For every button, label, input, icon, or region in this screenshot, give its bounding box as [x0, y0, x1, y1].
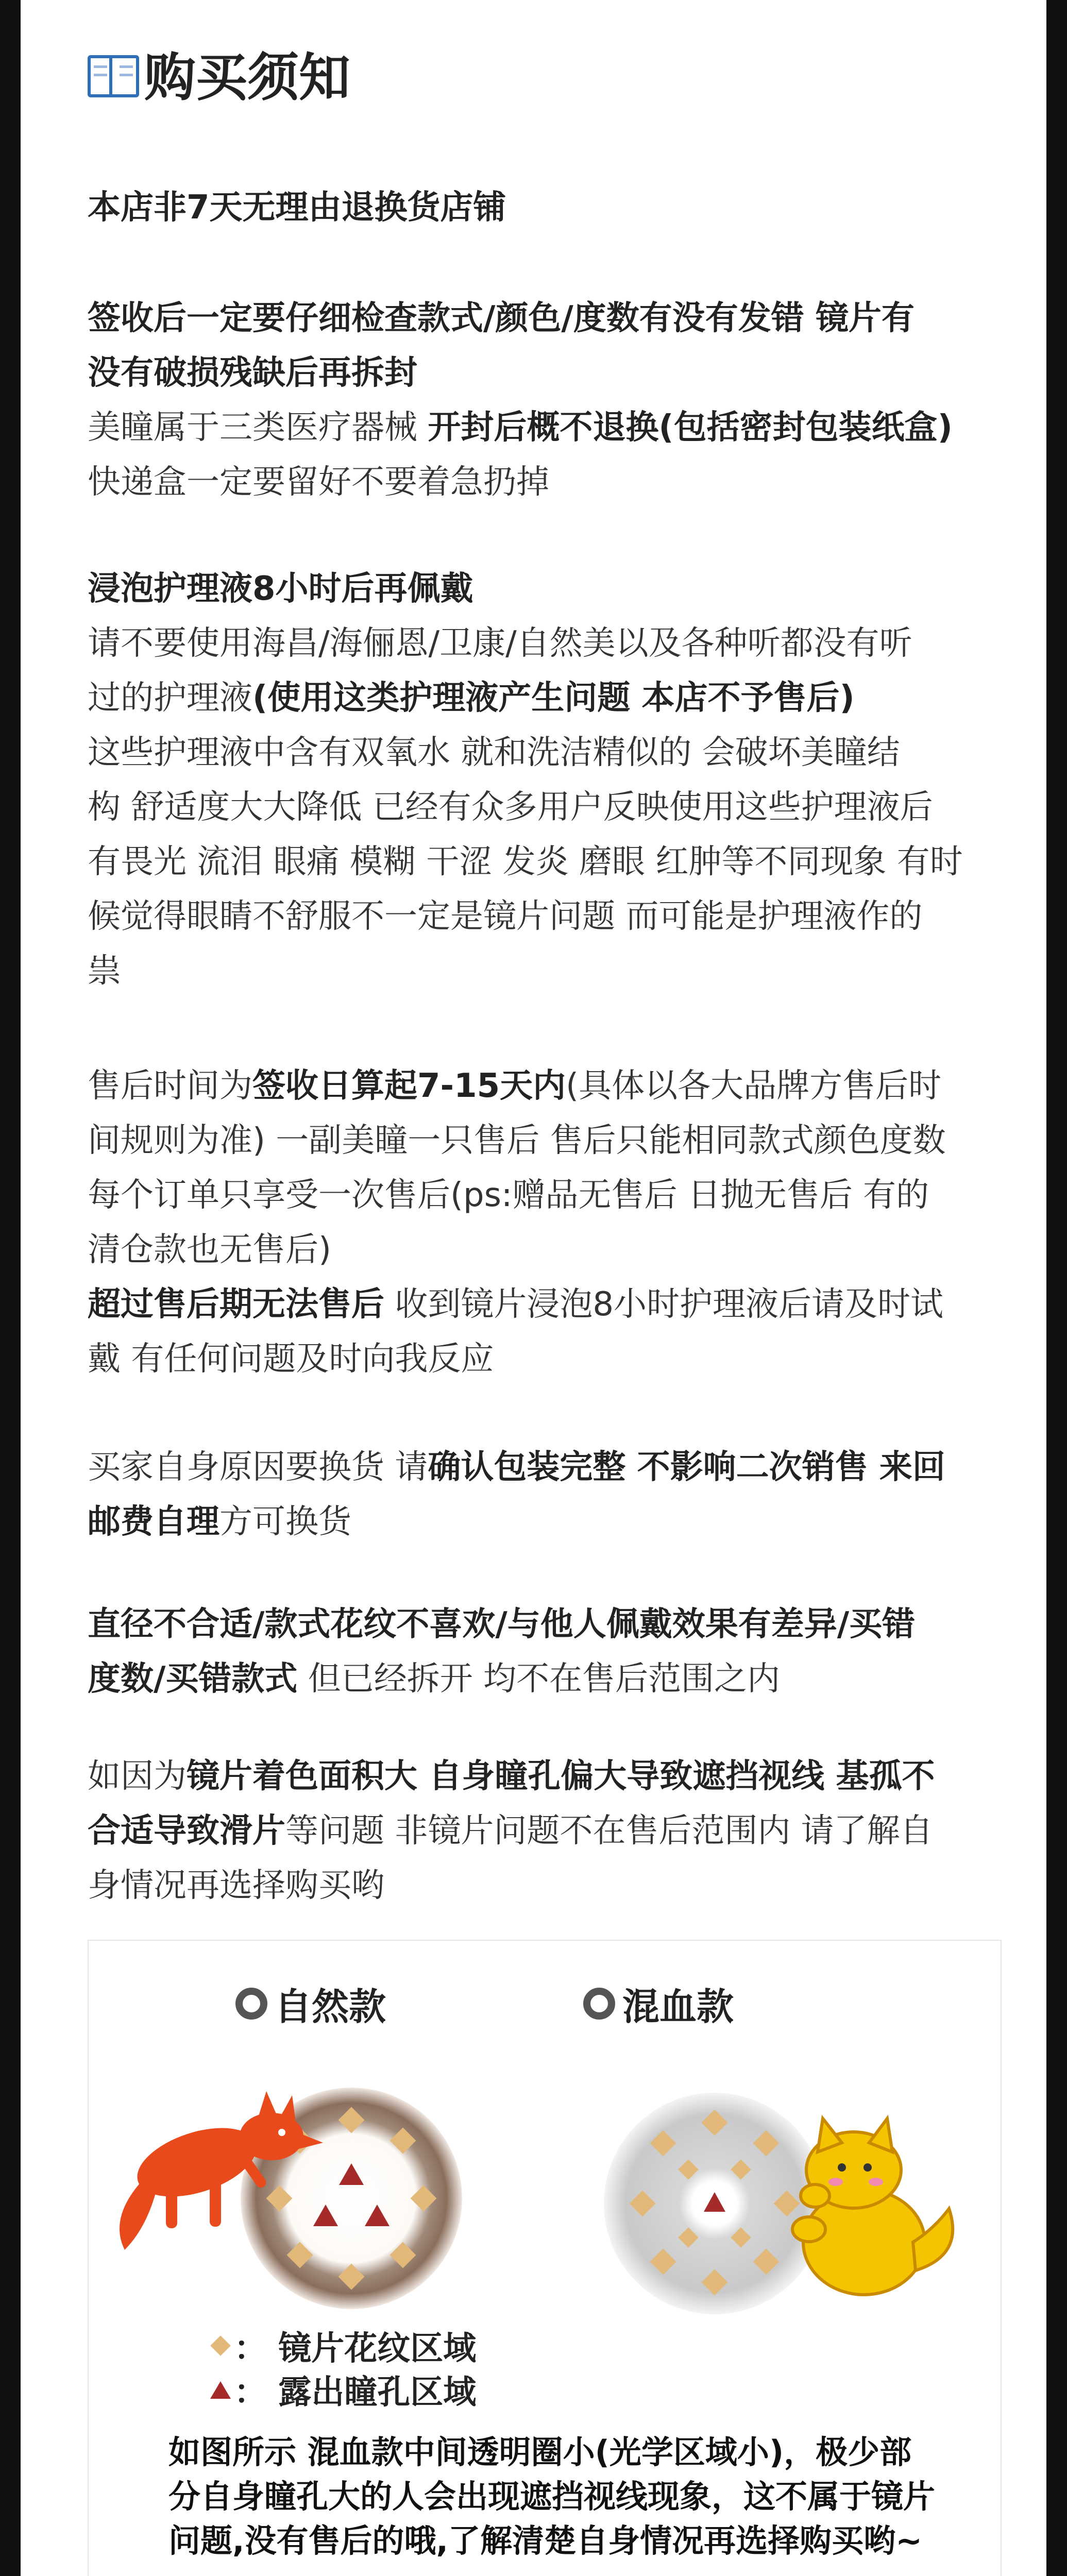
legend-pupil: ： 露出瞳孔区域 [207, 2366, 476, 2413]
mixed-lens-icon [604, 2093, 825, 2314]
after-sales-line-6: 戴 有任何问题及时向我反应 [88, 1340, 494, 1378]
cat-icon [792, 2119, 953, 2295]
inspection-line-3: 美瞳属于三类医疗器械 开封后概不退换(包括密封包装纸盒) [88, 409, 953, 447]
pupil-triangle-icon [207, 2376, 234, 2403]
after-sales-line-5: 超过售后期无法售后 收到镜片浸泡8小时护理液后请及时试 [88, 1285, 944, 1324]
after-sales-line-2: 间规则为准) 一副美瞳一只售后 售后只能相同款式颜色度数 [88, 1122, 946, 1160]
section-not-covered [88, 1597, 984, 1706]
inspection-line-1: 签收后一定要仔细检查款式/颜色/度数有没有发错 镜片有 [88, 299, 915, 337]
vision-line-3: 身情况再选择购买哟 [88, 1867, 384, 1905]
legend-pattern: ： 镜片花纹区域 [207, 2322, 476, 2369]
not-covered-line-2: 度数/买错款式 但已经拆开 均不在售后范围之内 [88, 1660, 781, 1698]
solution-heading: 浸泡护理液8小时后再佩戴 [88, 570, 473, 608]
section-solution [88, 562, 984, 998]
solution-line-5: 构 舒适度大大降低 已经有众多用户反映使用这些护理液后 [88, 788, 933, 826]
page-title-text: 购买须知 [144, 47, 350, 108]
after-sales-line-1: 售后时间为签收日算起7-15天内(具体以各大品牌方售后时 [88, 1067, 942, 1105]
solution-line-2: 请不要使用海昌/海俪恩/卫康/自然美以及各种听都没有听 [88, 624, 912, 663]
exchange-line-2: 邮费自理方可换货 [88, 1503, 351, 1541]
lens-comparison-illustration [88, 1940, 1002, 2576]
section-no-return [88, 180, 984, 235]
natural-style-label: 自然款 [235, 1977, 386, 2030]
solution-line-7: 候觉得眼睛不舒服不一定是镜片问题 而可能是护理液作的 [88, 897, 923, 936]
after-sales-line-3: 每个订单只享受一次售后(ps:赠品无售后 日抛无售后 有的 [88, 1176, 929, 1214]
pattern-diamond-icon [207, 2332, 234, 2359]
page-title [88, 36, 350, 110]
vision-line-1: 如因为镜片着色面积大 自身瞳孔偏大导致遮挡视线 基孤不 [88, 1757, 935, 1795]
solution-line-8: 祟 [88, 952, 121, 990]
solution-line-6: 有畏光 流泪 眼痛 模糊 干涩 发炎 磨眼 红肿等不同现象 有时 [88, 843, 963, 881]
not-covered-line-1: 直径不合适/款式花纹不喜欢/与他人佩戴效果有差异/买错 [88, 1605, 916, 1643]
section-exchange [88, 1440, 984, 1549]
solution-line-3: 过的护理液(使用这类护理液产生问题 本店不予售后) [88, 679, 855, 717]
section-vision-block [88, 1749, 984, 1913]
exchange-line-1: 买家自身原因要换货 请确认包装完整 不影响二次销售 来回 [88, 1448, 945, 1486]
notice-card [21, 0, 1046, 2576]
no-return-line: 本店非7天无理由退换货店铺 [88, 189, 506, 227]
inspection-line-2: 没有破损残缺后再拆封 [88, 354, 417, 392]
inspection-line-4: 快递盒一定要留好不要着急扔掉 [88, 463, 549, 501]
section-inspection [88, 291, 984, 510]
mixed-style-label: 混血款 [583, 1977, 734, 2030]
solution-line-4: 这些护理液中含有双氧水 就和洗洁精似的 会破坏美瞳结 [88, 734, 900, 772]
section-after-sales [88, 1059, 984, 1386]
illustration-note: 如图所示 混血款中间透明圈小(光学区域小)，极少部分自身瞳孔大的人会出现遮挡视线现象，这不属于镜片问题,没有售后的哦,了解清楚自身情况再选择购买哟~ [168, 2433, 936, 2560]
open-book-icon [88, 52, 139, 94]
after-sales-line-4: 清仓款也无售后) [88, 1231, 331, 1269]
vision-line-2: 合适导致滑片等问题 非镜片问题不在售后范围内 请了解自 [88, 1812, 933, 1850]
